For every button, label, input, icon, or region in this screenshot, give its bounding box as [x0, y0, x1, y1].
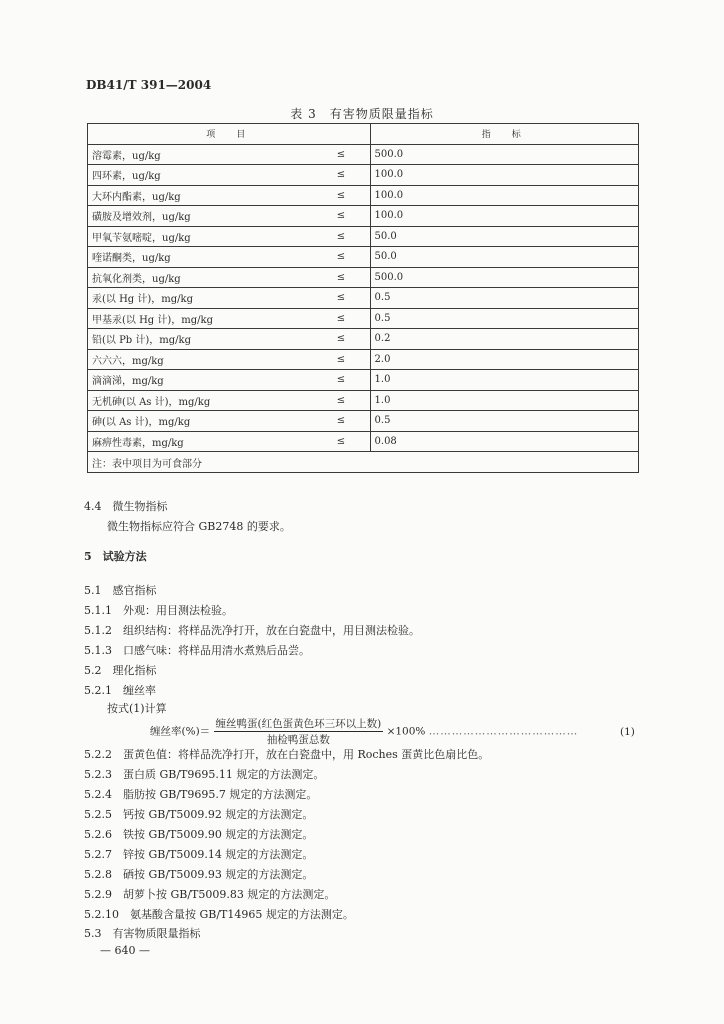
row-value: 50.0	[370, 247, 638, 268]
column-header-value: 指 标	[370, 124, 638, 145]
row-operator: ≤	[312, 226, 370, 247]
row-operator: ≤	[312, 247, 370, 268]
row-operator: ≤	[312, 288, 370, 309]
row-operator: ≤	[312, 144, 370, 165]
section-5-2-10: 5.2.10 氨基酸含量按 GB/T14965 规定的方法测定。	[84, 908, 354, 921]
section-5-2-1: 5.2.1 缠丝率	[84, 684, 156, 697]
formula-numerator: 缠丝鸭蛋(红色蛋黄色环三环以上数)	[215, 718, 382, 730]
formula-multiplier: ×100%	[386, 725, 426, 738]
table-row	[88, 329, 639, 350]
table-row	[88, 267, 639, 288]
row-value: 0.08	[370, 431, 638, 452]
row-value: 100.0	[370, 185, 638, 206]
table-row	[88, 431, 639, 452]
section-5-3: 5.3 有害物质限量指标	[84, 927, 201, 940]
formula-number: (1)	[620, 726, 635, 738]
formula-intro: 按式(1)计算	[107, 702, 167, 715]
formula-leader: …………………………………	[428, 725, 579, 738]
row-value: 50.0	[370, 226, 638, 247]
section-5-2-4: 5.2.4 脂肪按 GB/T9695.7 规定的方法测定。	[84, 788, 318, 801]
section-5-2: 5.2 理化指标	[84, 664, 157, 677]
row-operator: ≤	[312, 308, 370, 329]
table-row	[88, 370, 639, 391]
row-item: 汞(以 Hg 计)，mg/kg	[88, 288, 313, 309]
table-row	[88, 144, 639, 165]
table-row	[88, 411, 639, 432]
formula-denominator: 抽检鸭蛋总数	[266, 734, 330, 746]
section-5-2-6: 5.2.6 铁按 GB/T5009.90 规定的方法测定。	[84, 828, 314, 841]
row-operator: ≤	[312, 370, 370, 391]
row-value: 0.5	[370, 288, 638, 309]
harmful-substance-table	[87, 123, 639, 473]
row-operator: ≤	[312, 349, 370, 370]
table-row	[88, 390, 639, 411]
section-5-2-3: 5.2.3 蛋白质 GB/T9695.11 规定的方法测定。	[84, 768, 325, 781]
row-operator: ≤	[312, 185, 370, 206]
row-operator: ≤	[312, 206, 370, 227]
row-value: 2.0	[370, 349, 638, 370]
section-5-1: 5.1 感官指标	[84, 584, 157, 597]
row-item: 抗氧化剂类，ug/kg	[88, 267, 313, 288]
row-item: 无机砷(以 As 计)，mg/kg	[88, 390, 313, 411]
table-row	[88, 247, 639, 268]
row-item: 甲基汞(以 Hg 计)，mg/kg	[88, 308, 313, 329]
section-5-1-3: 5.1.3 口感气味：将样品用清水煮熟后品尝。	[84, 644, 310, 657]
section-5-1-2: 5.1.2 组织结构：将样品洗净打开，放在白瓷盘中，用目测法检验。	[84, 624, 420, 637]
section-5-2-5: 5.2.5 钙按 GB/T5009.92 规定的方法测定。	[84, 808, 314, 821]
row-value: 1.0	[370, 390, 638, 411]
table-row	[88, 308, 639, 329]
section-5-2-2: 5.2.2 蛋黄色值：将样品洗净打开，放在白瓷盘中，用 Roches 蛋黄比色扇比色。	[84, 748, 490, 761]
row-operator: ≤	[312, 267, 370, 288]
table-row	[88, 288, 639, 309]
row-item: 滴滴涕，mg/kg	[88, 370, 313, 391]
row-operator: ≤	[312, 411, 370, 432]
row-value: 0.5	[370, 411, 638, 432]
table-row	[88, 349, 639, 370]
row-operator: ≤	[312, 431, 370, 452]
table-row	[88, 185, 639, 206]
row-value: 0.5	[370, 308, 638, 329]
section-5-1-1: 5.1.1 外观：用目测法检验。	[84, 604, 233, 617]
document-id: DB41/T 391—2004	[86, 78, 212, 92]
row-operator: ≤	[312, 390, 370, 411]
row-operator: ≤	[312, 329, 370, 350]
row-item: 麻痹性毒素，mg/kg	[88, 431, 313, 452]
row-item: 四环素，ug/kg	[88, 165, 313, 186]
table-title: 表 3 有害物质限量指标	[290, 107, 434, 121]
section-5-2-9: 5.2.9 胡萝卜按 GB/T5009.83 规定的方法测定。	[84, 888, 336, 901]
row-item: 磺胺及增效剂，ug/kg	[88, 206, 313, 227]
section-5-2-7: 5.2.7 锌按 GB/T5009.14 规定的方法测定。	[84, 848, 314, 861]
row-item: 砷(以 As 计)，mg/kg	[88, 411, 313, 432]
row-item: 铅(以 Pb 计)，mg/kg	[88, 329, 313, 350]
section-5: 5 试验方法	[84, 550, 147, 563]
formula-lhs: 缠丝率(%)＝	[150, 725, 211, 738]
row-value: 1.0	[370, 370, 638, 391]
table-row	[88, 226, 639, 247]
row-value: 0.2	[370, 329, 638, 350]
formula-1	[150, 716, 578, 747]
column-header-item: 项 目	[88, 124, 371, 145]
row-item: 甲氧苄氨嘧啶，ug/kg	[88, 226, 313, 247]
row-value: 500.0	[370, 267, 638, 288]
row-item: 大环内酯素，ug/kg	[88, 185, 313, 206]
section-4-4-body: 微生物指标应符合 GB2748 的要求。	[107, 520, 291, 533]
section-4-4: 4.4 微生物指标	[84, 500, 168, 513]
row-operator: ≤	[312, 165, 370, 186]
row-item: 喹诺酮类，ug/kg	[88, 247, 313, 268]
section-5-2-8: 5.2.8 硒按 GB/T5009.93 规定的方法测定。	[84, 868, 314, 881]
row-value: 100.0	[370, 206, 638, 227]
table-note: 注：表中项目为可食部分	[88, 452, 639, 473]
row-item: 六六六，mg/kg	[88, 349, 313, 370]
page-number: — 640 —	[100, 944, 150, 957]
table-row	[88, 165, 639, 186]
row-item: 溶霉素，ug/kg	[88, 144, 313, 165]
row-value: 500.0	[370, 144, 638, 165]
table-row	[88, 206, 639, 227]
formula-fraction	[214, 716, 384, 747]
row-value: 100.0	[370, 165, 638, 186]
